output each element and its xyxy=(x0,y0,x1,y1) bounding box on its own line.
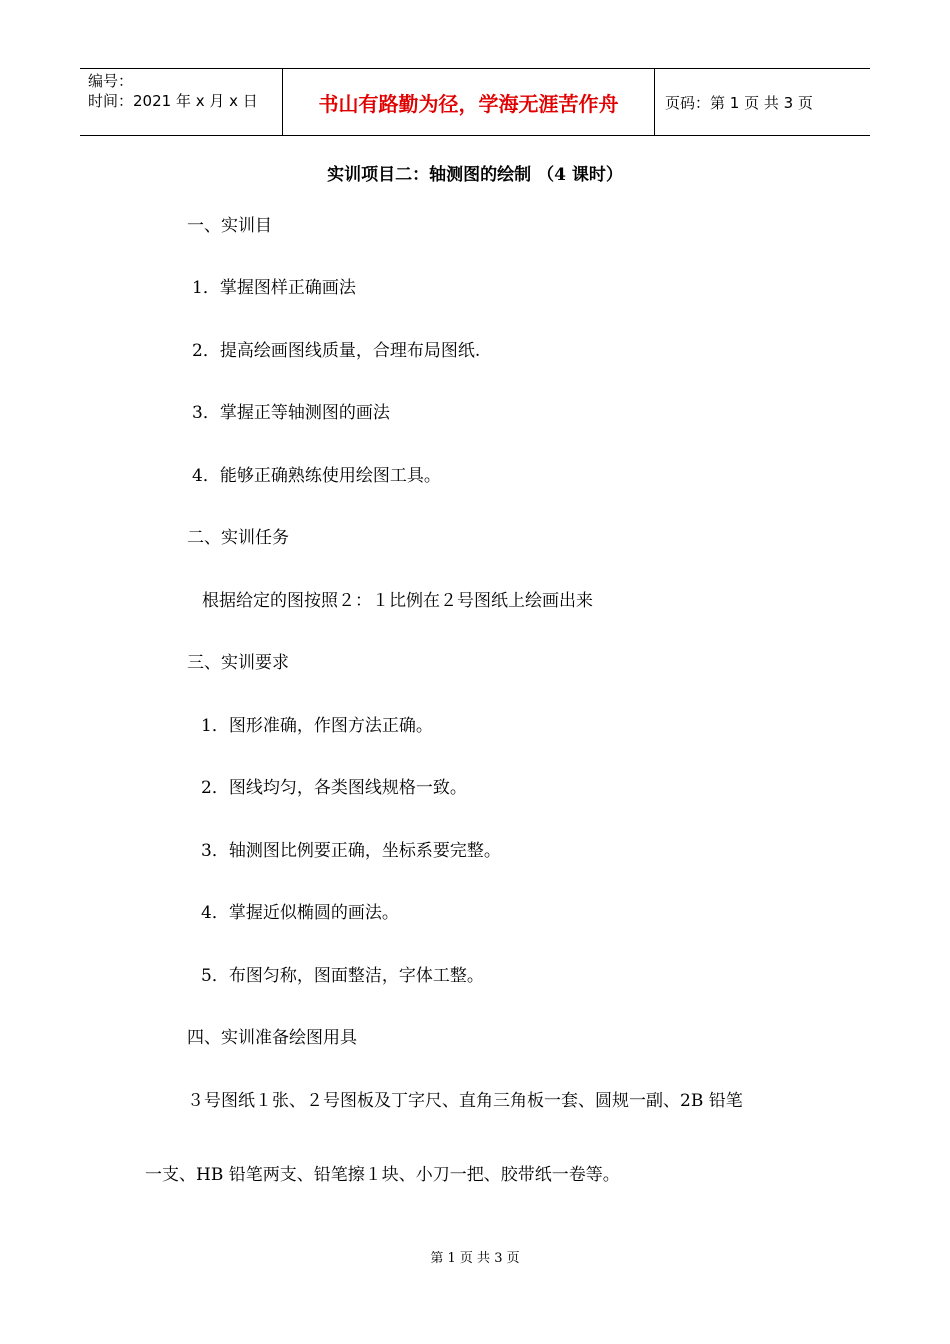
requirement-item-2: 2．图线均匀，各类图线规格一致。 xyxy=(201,778,467,798)
document-time-label: 时间：2021 年 x 月 x 日 xyxy=(88,92,258,110)
section-2-heading: 二、实训任务 xyxy=(187,528,289,548)
section-3-heading: 三、实训要求 xyxy=(187,653,289,673)
header-motto: 书山有路勤为径，学海无涯苦作舟 xyxy=(318,91,619,116)
tools-text-line-1: ３号图纸１张、２号图板及丁字尺、直角三角板一套、圆规一副、2B 铅笔 xyxy=(187,1091,743,1111)
page-footer: 第 1 页 共 3 页 xyxy=(430,1251,520,1266)
header-page-cell xyxy=(655,69,870,135)
objective-item-2: 2．提高绘画图线质量，合理布局图纸. xyxy=(192,341,481,361)
objective-item-3: 3．掌握正等轴测图的画法 xyxy=(192,403,390,423)
document-title: 实训项目二：轴测图的绘制 （4 课时） xyxy=(327,165,623,185)
header-motto-cell xyxy=(282,69,655,135)
requirement-item-3: 3．轴测图比例要正确，坐标系要完整。 xyxy=(201,841,501,861)
tools-text-line-2: 一支、HB 铅笔两支、铅笔擦１块、小刀一把、胶带纸一卷等。 xyxy=(145,1165,620,1185)
objective-item-4: 4．能够正确熟练使用绘图工具。 xyxy=(192,466,441,486)
section-1-heading: 一、实训目 xyxy=(187,216,272,236)
header-page-label: 页码：第 1 页 共 3 页 xyxy=(665,93,813,112)
objective-item-1: 1．掌握图样正确画法 xyxy=(192,278,356,298)
requirement-item-4: 4．掌握近似椭圆的画法。 xyxy=(201,903,399,923)
requirement-item-1: 1．图形准确，作图方法正确。 xyxy=(201,716,433,736)
header-table xyxy=(80,68,870,136)
task-text: 根据给定的图按照２：１比例在２号图纸上绘画出来 xyxy=(202,591,593,611)
header-info-cell xyxy=(80,69,282,135)
document-number-label: 编号： xyxy=(88,72,134,90)
section-4-heading: 四、实训准备绘图用具 xyxy=(187,1028,357,1048)
requirement-item-5: 5．布图匀称，图面整洁，字体工整。 xyxy=(201,966,484,986)
